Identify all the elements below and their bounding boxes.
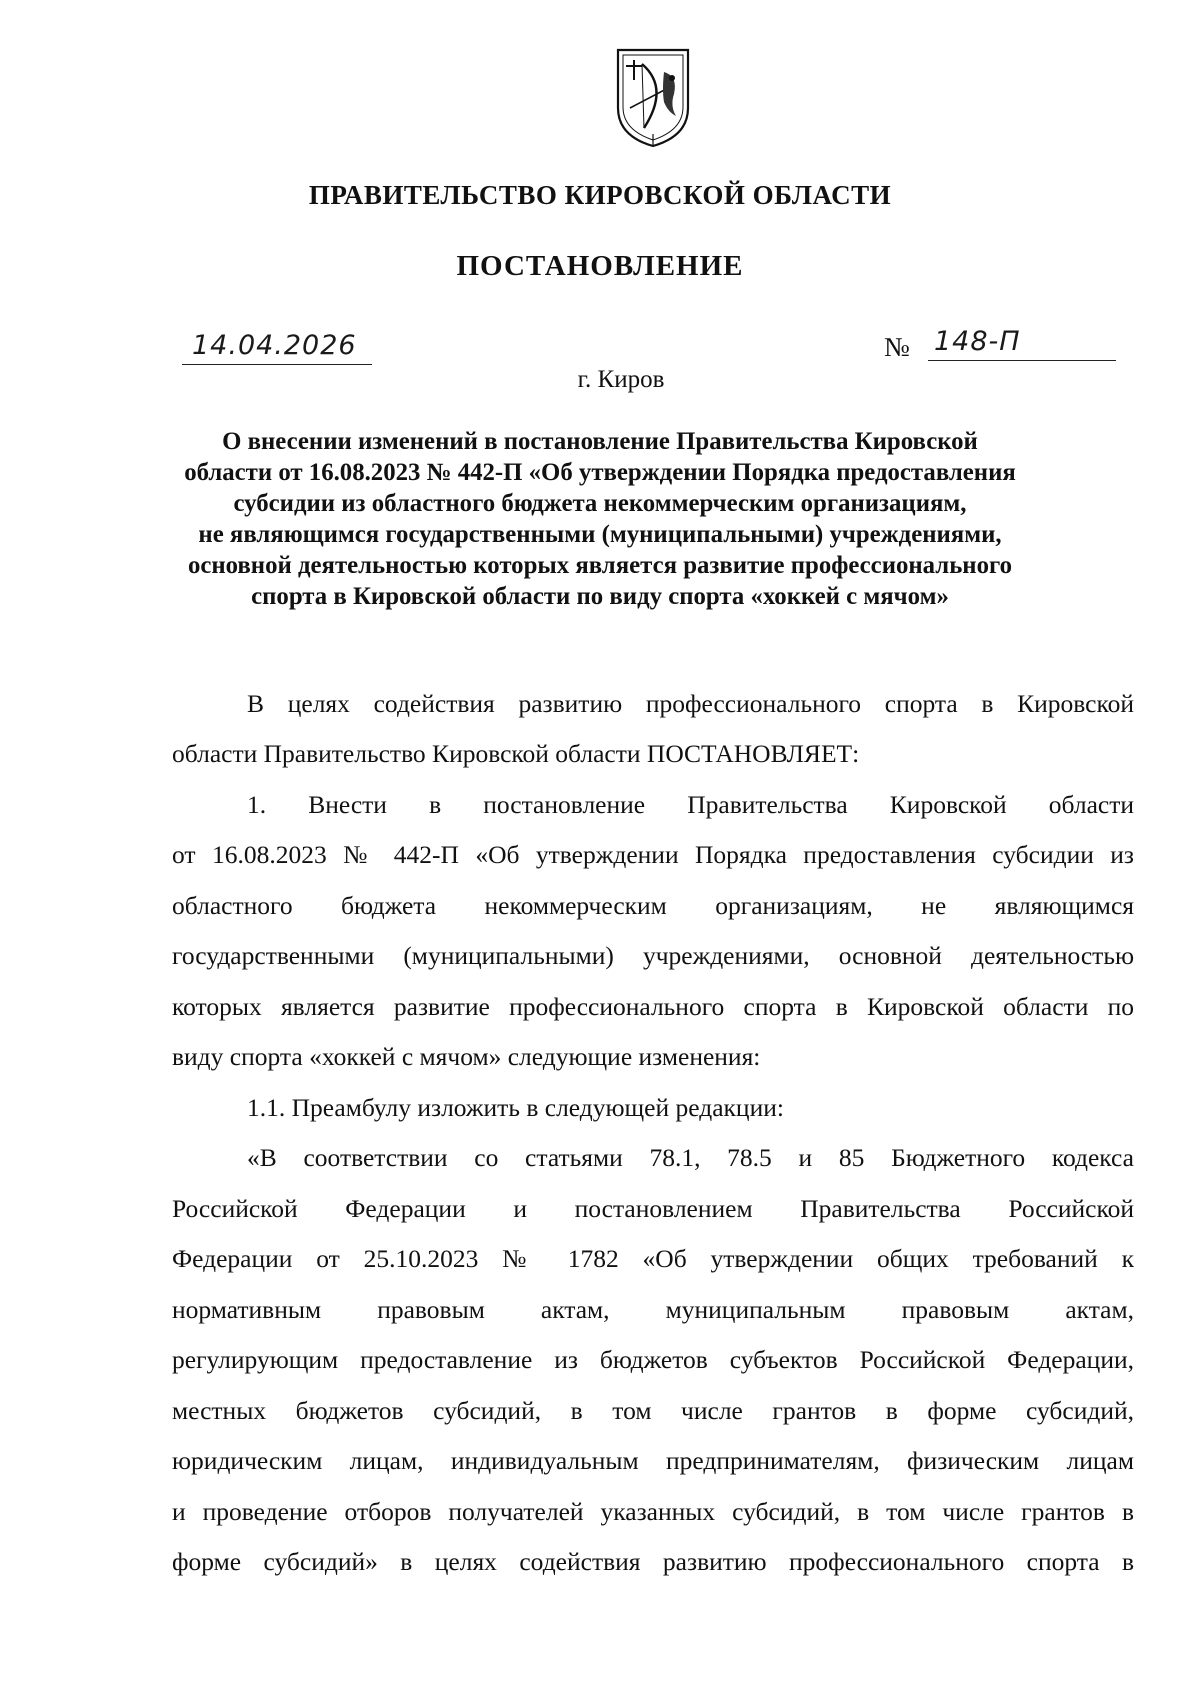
body-line: В целях содействия развитию профессионального спорта в Кировской: [247, 689, 1134, 718]
body-line: области Правительство Кировской области ПОСТАНОВЛЯЕТ:: [172, 739, 860, 768]
body-line: государственными (муниципальными) учреждениями, основной деятельностью: [172, 941, 1134, 970]
title-line: основной деятельностью которых является развитие профессионального: [187, 552, 1013, 579]
body-line: регулирующим предоставление из бюджетов субъектов Российской Федерации,: [172, 1345, 1134, 1374]
kirov-coat-of-arms-icon: [612, 46, 694, 150]
body-line: юридическим лицам, индивидуальным предпринимателям, физическим лицам: [172, 1446, 1134, 1475]
title-line: не являющимся государственными (муниципальными) учреждениями,: [198, 521, 1002, 548]
body-line: и проведение отборов получателей указанных субсидий, в том числе грантов в: [172, 1497, 1134, 1526]
body-line: от 16.08.2023 № 442-П «Об утверждении Порядка предоставления субсидии из: [172, 840, 1134, 869]
date-field: [182, 330, 382, 370]
title-line: субсидии из областного бюджета некоммерческим организациям,: [233, 490, 967, 517]
number-underline: [928, 360, 1116, 361]
date-underline: [182, 364, 372, 365]
body-line: 1. Внести в постановление Правительства Кировской области: [247, 790, 1134, 819]
title-line: области от 16.08.2023 № 442-П «Об утверждении Порядка предоставления: [184, 459, 1016, 486]
document-type: ПОСТАНОВЛЕНИЕ: [456, 250, 744, 282]
handwritten-number: 148-П: [934, 326, 1021, 357]
city-name: г. Киров: [577, 366, 665, 393]
number-label: №: [884, 332, 910, 362]
title-line: О внесении изменений в постановление Правительства Кировской: [222, 428, 978, 455]
body-line: местных бюджетов субсидий, в том числе грантов в форме субсидий,: [172, 1396, 1134, 1425]
body-line: нормативным правовым актам, муниципальным правовым актам,: [172, 1295, 1134, 1324]
body-line: виду спорта «хоккей с мячом» следующие изменения:: [172, 1042, 761, 1071]
government-name: ПРАВИТЕЛЬСТВО КИРОВСКОЙ ОБЛАСТИ: [308, 180, 892, 210]
body-line: Федерации от 25.10.2023 № 1782 «Об утверждении общих требований к: [172, 1244, 1134, 1273]
body-line: форме субсидий» в целях содействия развитию профессионального спорта в: [172, 1547, 1134, 1576]
title-line: спорта в Кировской области по виду спорта «хоккей с мячом»: [251, 583, 949, 610]
handwritten-date: 14.04.2026: [192, 330, 357, 361]
body-line: Российской Федерации и постановлением Правительства Российской: [172, 1194, 1134, 1223]
document-title: [150, 426, 1050, 612]
body-line: областного бюджета некоммерческим организациям, не являющимся: [172, 891, 1134, 920]
number-field: [884, 326, 1124, 366]
body-line: 1.1. Преамбулу изложить в следующей редакции:: [247, 1093, 784, 1122]
body-line: «В соответствии со статьями 78.1, 78.5 и 85 Бюджетного кодекса: [247, 1143, 1134, 1172]
body-line: которых является развитие профессионального спорта в Кировской области по: [172, 992, 1134, 1021]
